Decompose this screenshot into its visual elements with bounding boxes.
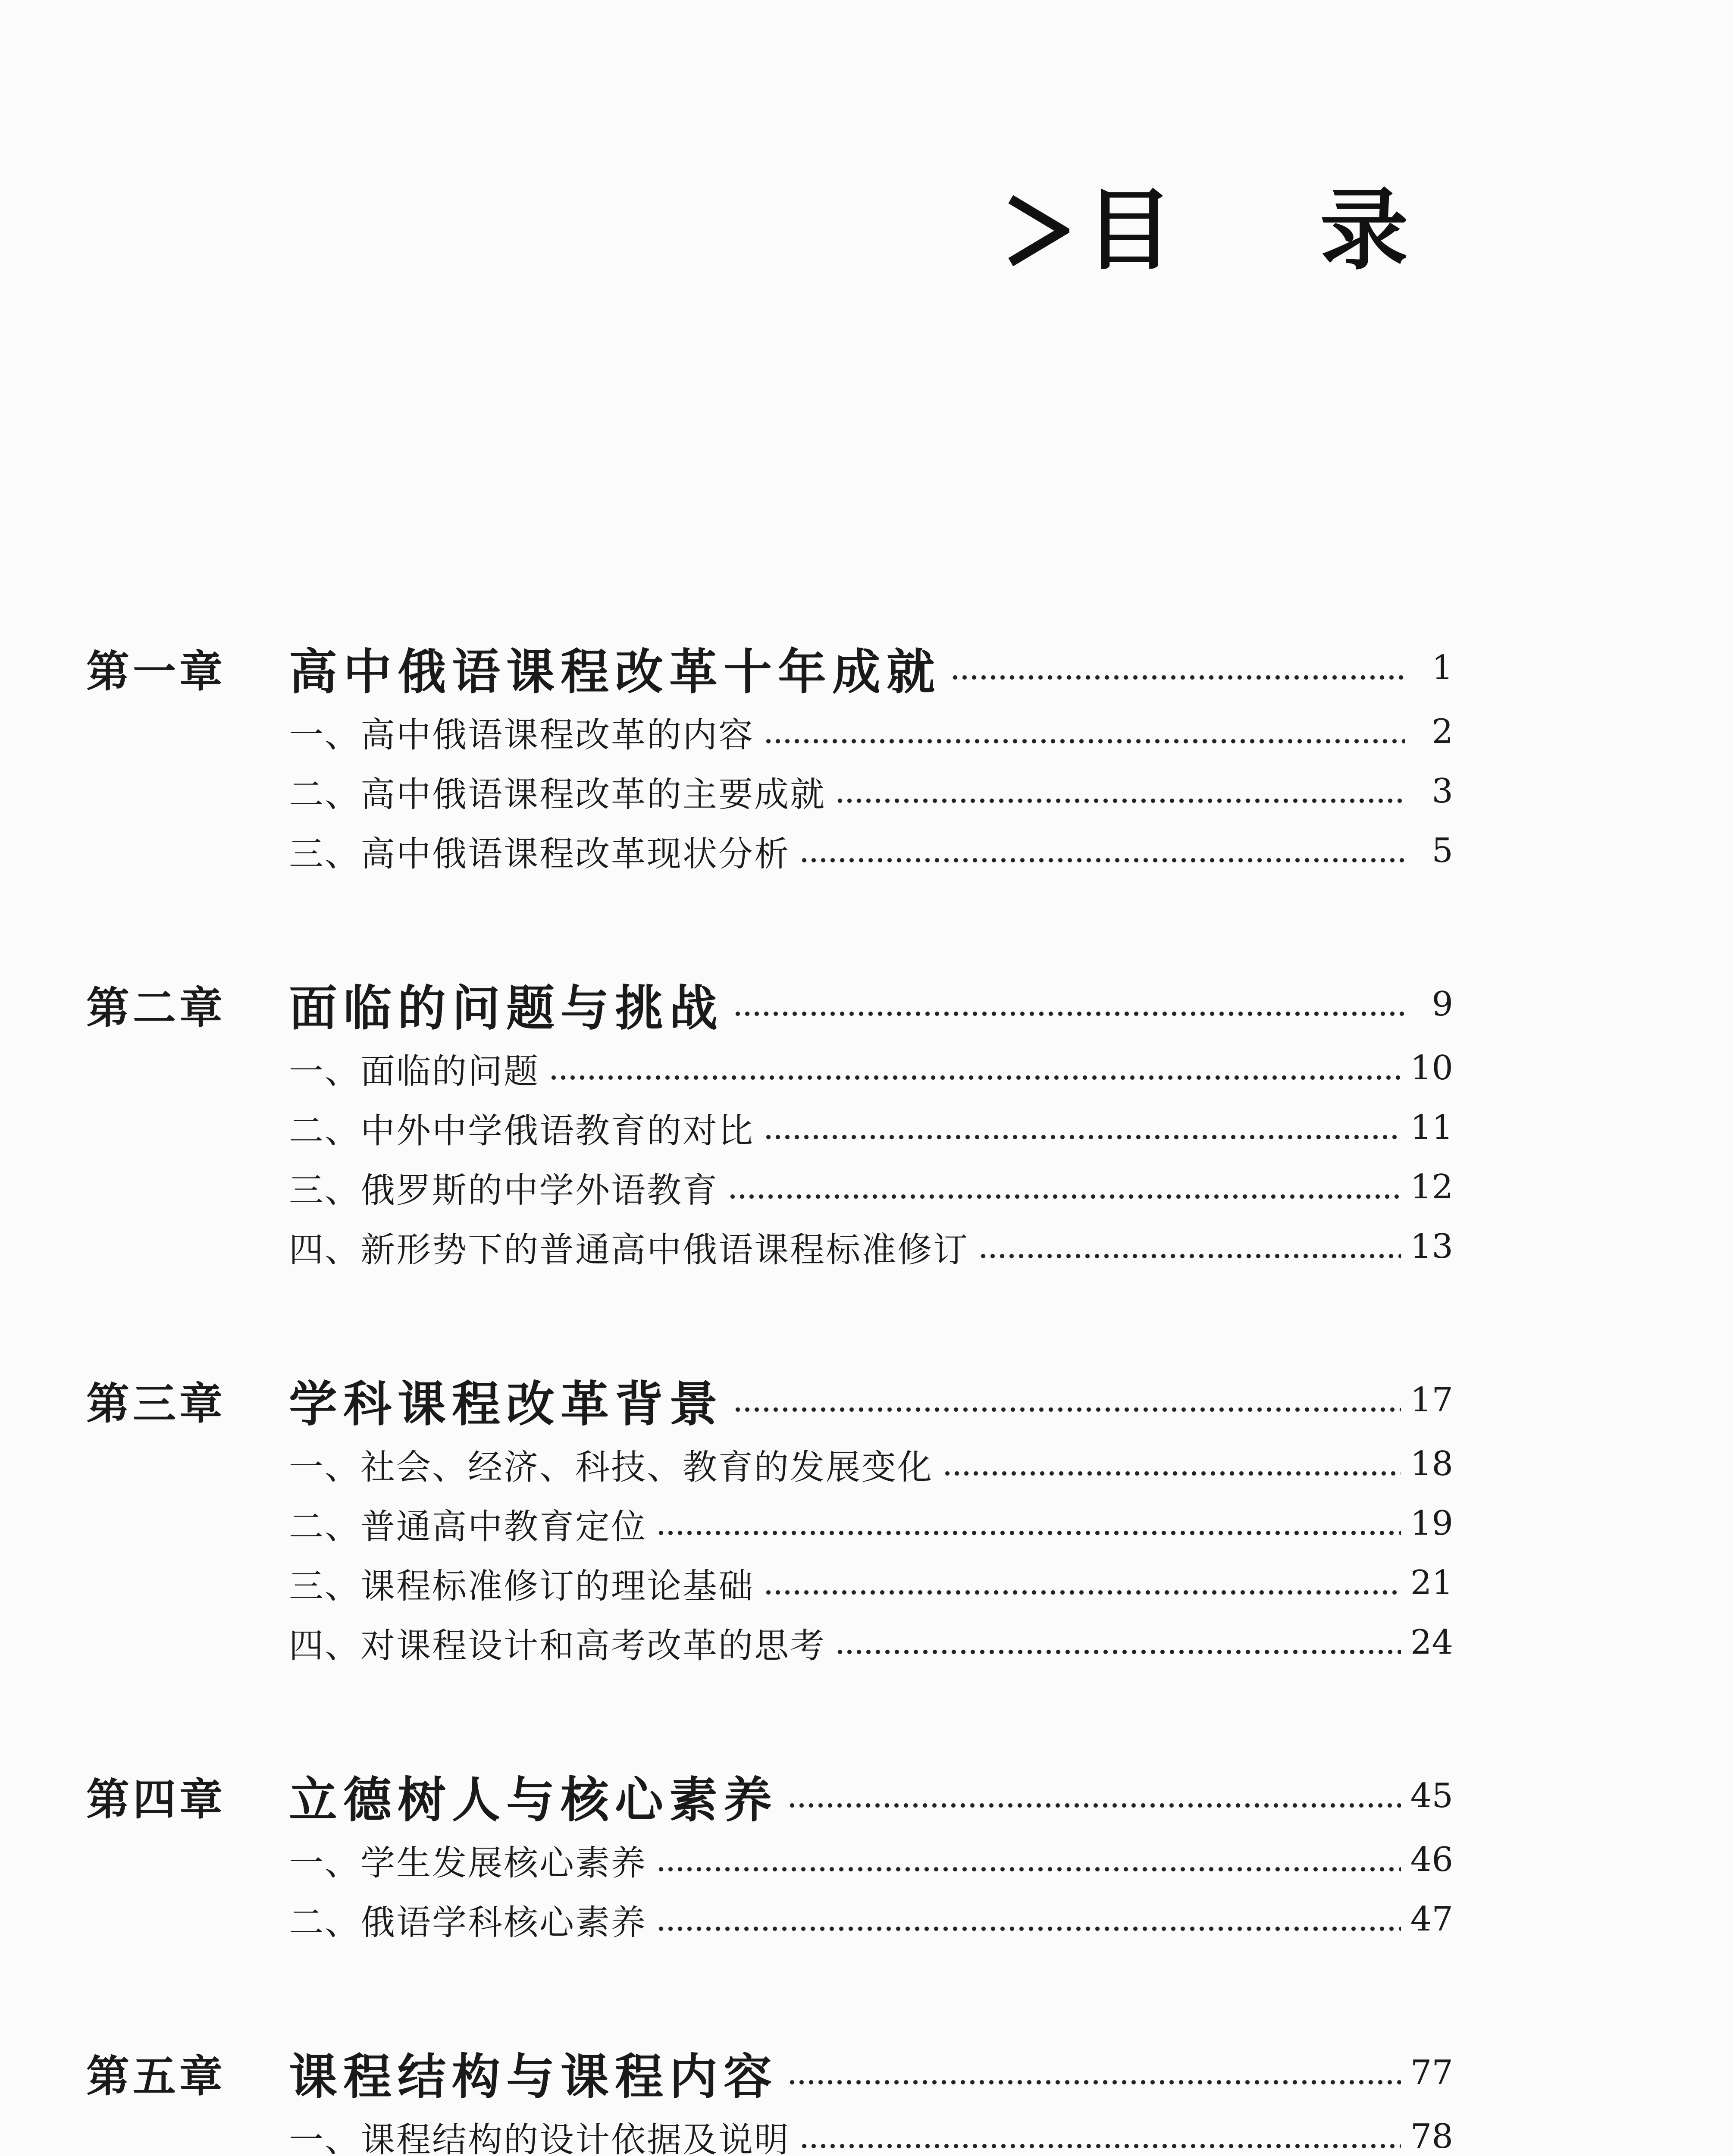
chapter-title: 课程结构与课程内容 — [289, 2049, 778, 2105]
page-number: 13 — [1410, 1227, 1453, 1266]
page-number: 21 — [1410, 1564, 1453, 1602]
dot-leader — [799, 857, 1405, 864]
toc-chapter — [86, 2039, 1453, 2156]
toc-chapter — [86, 1762, 1453, 1949]
chapter-entry[interactable] — [86, 634, 1453, 702]
page-number: 9 — [1432, 985, 1453, 1024]
dot-leader — [764, 738, 1405, 745]
chapter-entry[interactable] — [86, 970, 1453, 1038]
dot-leader — [943, 1470, 1401, 1477]
dot-leader — [787, 1802, 1401, 1809]
chapter-entry[interactable] — [86, 1762, 1453, 1830]
section-entry[interactable] — [86, 1830, 1453, 1890]
chapter-entry[interactable] — [86, 1366, 1453, 1434]
section-entry[interactable] — [86, 702, 1453, 761]
chapter-number: 第四章 — [86, 1774, 226, 1825]
section-title: 一、高中俄语课程改革的内容 — [289, 714, 754, 755]
toc-chapter — [86, 1366, 1453, 1672]
page-number: 45 — [1410, 1777, 1453, 1815]
dot-leader — [799, 2143, 1401, 2150]
dot-leader — [835, 797, 1405, 804]
page-number: 11 — [1410, 1108, 1453, 1147]
chapter-entry[interactable] — [86, 2039, 1453, 2107]
section-title: 一、面临的问题 — [289, 1051, 539, 1091]
section-title: 二、中外中学俄语教育的对比 — [289, 1110, 754, 1151]
toc-heading — [1005, 170, 1555, 291]
dot-leader — [978, 1253, 1401, 1260]
section-title: 一、社会、经济、科技、教育的发展变化 — [289, 1447, 933, 1487]
page-number: 47 — [1410, 1900, 1453, 1939]
page-number: 18 — [1410, 1445, 1453, 1483]
table-of-contents — [86, 634, 1453, 2156]
section-title: 二、高中俄语课程改革的主要成就 — [289, 774, 826, 815]
dot-leader — [656, 1529, 1401, 1536]
dot-leader — [656, 1866, 1401, 1873]
page-number: 17 — [1410, 1381, 1453, 1420]
page-number: 77 — [1410, 2053, 1453, 2092]
chapter-number: 第三章 — [86, 1379, 226, 1429]
section-entry[interactable] — [86, 1613, 1453, 1672]
section-entry[interactable] — [86, 1553, 1453, 1613]
page-number: 1 — [1432, 649, 1453, 687]
section-title: 一、学生发展核心素养 — [289, 1843, 647, 1883]
chapter-number: 第一章 — [86, 646, 226, 697]
dot-leader — [733, 1010, 1405, 1017]
section-entry[interactable] — [86, 1157, 1453, 1217]
chapter-number: 第五章 — [86, 2051, 226, 2102]
section-entry[interactable] — [86, 821, 1453, 881]
dot-leader — [656, 1925, 1401, 1932]
section-title: 三、俄罗斯的中学外语教育 — [289, 1170, 718, 1210]
page-number: 46 — [1410, 1840, 1453, 1879]
dot-leader — [764, 1589, 1401, 1596]
dot-leader — [764, 1134, 1401, 1141]
page-number: 19 — [1410, 1504, 1453, 1543]
section-title: 三、课程标准修订的理论基础 — [289, 1566, 754, 1606]
chapter-title: 学科课程改革背景 — [289, 1376, 724, 1432]
section-entry[interactable] — [86, 1038, 1453, 1098]
dot-leader — [835, 1648, 1401, 1655]
chapter-title: 高中俄语课程改革十年成就 — [289, 644, 941, 700]
chapter-title: 面临的问题与挑战 — [289, 980, 724, 1037]
section-entry[interactable] — [86, 2107, 1453, 2156]
chapter-number: 第二章 — [86, 983, 226, 1033]
section-entry[interactable] — [86, 1890, 1453, 1949]
section-entry[interactable] — [86, 1494, 1453, 1553]
page-title: 目录 — [1085, 179, 1555, 282]
chapter-title: 立德树人与核心素养 — [289, 1772, 778, 1828]
page-number: 5 — [1432, 831, 1453, 870]
page-number: 12 — [1410, 1168, 1453, 1206]
dot-leader — [728, 1193, 1401, 1200]
section-title: 四、新形势下的普通高中俄语课程标准修订 — [289, 1229, 969, 1270]
chevron-right-icon — [1005, 194, 1069, 267]
page-number: 78 — [1410, 2117, 1453, 2156]
section-title: 一、课程结构的设计依据及说明 — [289, 2119, 790, 2156]
toc-chapter — [86, 634, 1453, 881]
section-entry[interactable] — [86, 1434, 1453, 1494]
section-title: 四、对课程设计和高考改革的思考 — [289, 1625, 826, 1666]
page-number: 24 — [1410, 1623, 1453, 1662]
page-number: 10 — [1410, 1049, 1453, 1087]
section-entry[interactable] — [86, 1098, 1453, 1157]
dot-leader — [733, 1406, 1401, 1413]
section-title: 二、俄语学科核心素养 — [289, 1902, 647, 1943]
section-entry[interactable] — [86, 1217, 1453, 1276]
dot-leader — [787, 2079, 1401, 2086]
dot-leader — [549, 1074, 1401, 1081]
page-number: 3 — [1432, 772, 1453, 811]
section-entry[interactable] — [86, 761, 1453, 821]
toc-chapter — [86, 970, 1453, 1276]
section-title: 二、普通高中教育定位 — [289, 1506, 647, 1547]
page-number: 2 — [1432, 712, 1453, 751]
section-title: 三、高中俄语课程改革现状分析 — [289, 834, 790, 874]
dot-leader — [950, 674, 1405, 681]
